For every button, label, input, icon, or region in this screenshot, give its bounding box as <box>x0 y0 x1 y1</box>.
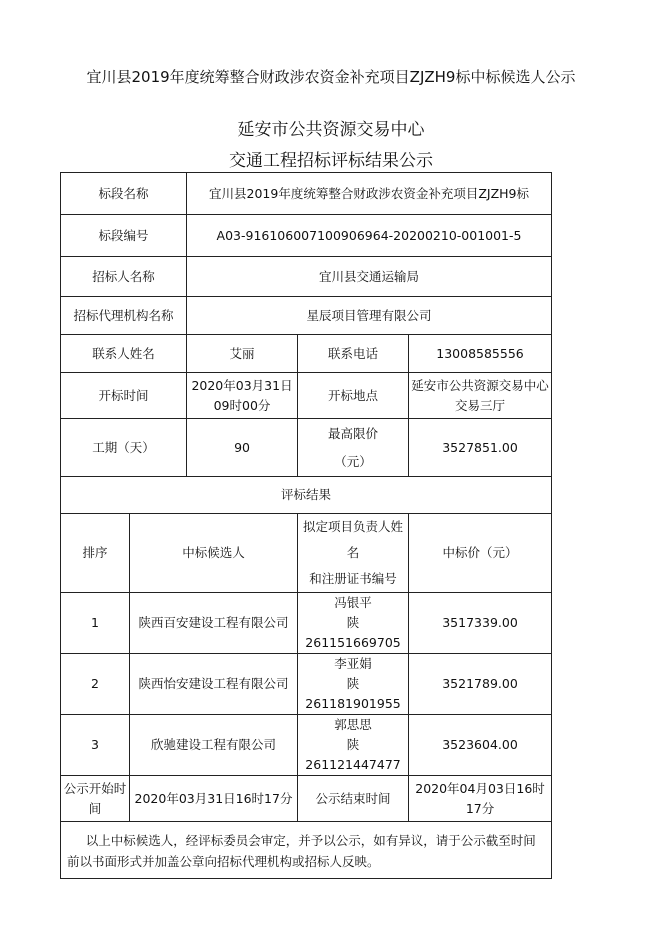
col-candidate-header: 中标候选人 <box>130 514 298 593</box>
tenderer-label: 招标人名称 <box>61 257 187 297</box>
open-place: 延安市公共资源交易中心交易三厅 <box>409 373 552 419</box>
contact-label: 联系人姓名 <box>61 335 187 373</box>
duration-label: 工期（天） <box>61 419 187 477</box>
section-name-label: 标段名称 <box>61 173 187 215</box>
manager-cert: 陕261121447477 <box>305 737 401 772</box>
publicity-end-label: 公示结束时间 <box>298 776 409 822</box>
rank-cell: 1 <box>61 593 130 654</box>
open-time: 2020年03月31日09时00分 <box>187 373 298 419</box>
result-table <box>60 172 552 879</box>
rank-cell: 2 <box>61 654 130 715</box>
manager-cell <box>298 593 409 654</box>
col-manager-header-line2: 和注册证书编号 <box>309 571 397 586</box>
section-no-label: 标段编号 <box>61 215 187 257</box>
candidate-cell: 欣驰建设工程有限公司 <box>130 715 298 776</box>
duration: 90 <box>187 419 298 477</box>
max-price-label-line1: 最高限价 <box>328 425 379 441</box>
price-cell: 3521789.00 <box>409 654 552 715</box>
open-place-label: 开标地点 <box>298 373 409 419</box>
phone-label: 联系电话 <box>298 335 409 373</box>
candidate-cell: 陕西怡安建设工程有限公司 <box>130 654 298 715</box>
manager-name: 李亚娟 <box>334 656 372 671</box>
agency-label: 招标代理机构名称 <box>61 297 187 335</box>
center-name: 延安市公共资源交易中心 <box>237 120 425 140</box>
manager-cell <box>298 654 409 715</box>
manager-cert: 陕261151669705 <box>305 615 401 650</box>
price-cell: 3517339.00 <box>409 593 552 654</box>
manager-name: 冯银平 <box>334 595 372 610</box>
notice-note-text: 以上中标候选人，经评标委员会审定，并予以公示，如有异议，请于公示截至时间前以书面形式并加盖公章向招标代理机构或招标人反映。 <box>67 833 536 869</box>
publicity-start: 2020年03月31日16时17分 <box>130 776 298 822</box>
section-name: 宜川县2019年度统筹整合财政涉农资金补充项目ZJZH9标 <box>187 173 552 215</box>
price-cell: 3523604.00 <box>409 715 552 776</box>
rank-cell: 3 <box>61 715 130 776</box>
manager-name: 郭思思 <box>334 717 372 732</box>
max-price-label-line2: （元） <box>334 453 372 469</box>
max-price-label <box>298 419 409 477</box>
candidate-cell: 陕西百安建设工程有限公司 <box>130 593 298 654</box>
table-row <box>61 654 552 715</box>
col-price-header: 中标价（元） <box>409 514 552 593</box>
max-price: 3527851.00 <box>409 419 552 477</box>
col-manager-header-line1: 拟定项目负责人姓名 <box>303 519 404 560</box>
notice-title: 交通工程招标评标结果公示 <box>229 151 433 171</box>
open-time-label: 开标时间 <box>61 373 187 419</box>
publicity-start-label: 公示开始时间 <box>61 776 130 822</box>
publicity-end: 2020年04月03日16时17分 <box>409 776 552 822</box>
table-row <box>61 715 552 776</box>
agency: 星辰项目管理有限公司 <box>187 297 552 335</box>
table-row <box>61 593 552 654</box>
col-rank-header: 排序 <box>61 514 130 593</box>
document-title: 宜川县2019年度统筹整合财政涉农资金补充项目ZJZH9标中标候选人公示 <box>86 68 576 86</box>
manager-cert: 陕261181901955 <box>305 676 401 711</box>
contact-name: 艾丽 <box>187 335 298 373</box>
col-manager-header <box>298 514 409 593</box>
tenderer: 宜川县交通运输局 <box>187 257 552 297</box>
phone: 13008585556 <box>409 335 552 373</box>
section-no: A03-916106007100906964-20200210-001001-5 <box>187 215 552 257</box>
result-heading: 评标结果 <box>61 477 552 514</box>
manager-cell <box>298 715 409 776</box>
notice-note <box>61 822 552 879</box>
